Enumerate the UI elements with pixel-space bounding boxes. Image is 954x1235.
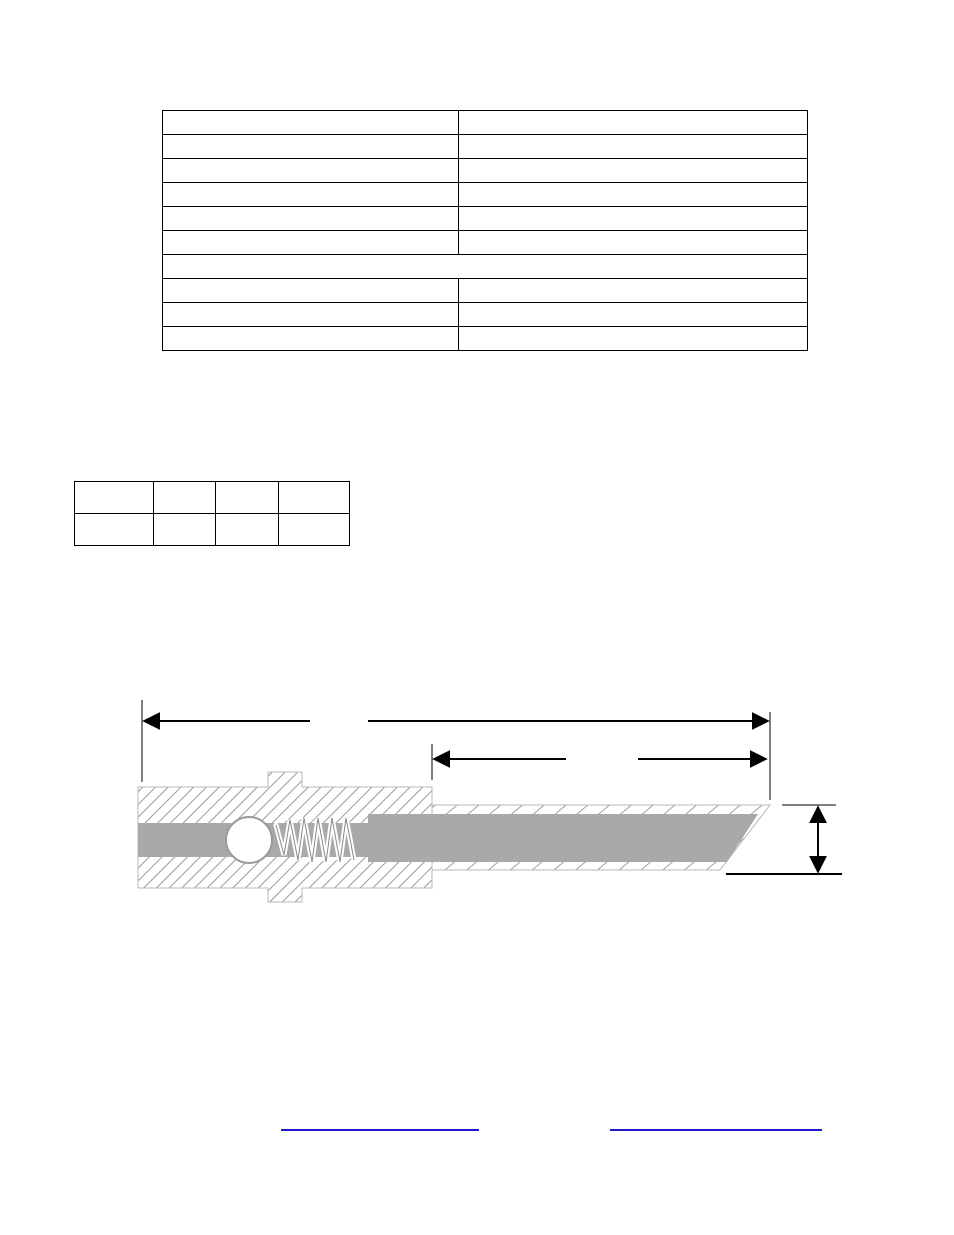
table-cell — [153, 482, 216, 514]
check-ball — [226, 817, 272, 863]
table-cell — [459, 183, 808, 207]
table-cell — [216, 482, 279, 514]
table-row — [163, 207, 808, 231]
table-cell — [279, 482, 350, 514]
spec-table — [162, 110, 808, 351]
table-cell — [459, 135, 808, 159]
table-row — [163, 255, 808, 279]
table-row — [163, 135, 808, 159]
table-cell — [163, 207, 459, 231]
table-row — [163, 279, 808, 303]
bore-tube — [368, 814, 758, 862]
table-cell — [75, 482, 154, 514]
table-cell — [163, 159, 459, 183]
table-cell — [163, 303, 459, 327]
table-cell — [163, 135, 459, 159]
table-row — [163, 303, 808, 327]
table-row — [163, 231, 808, 255]
table-cell — [216, 514, 279, 546]
table-cell — [279, 514, 350, 546]
table-section-cell — [163, 255, 808, 279]
table-cell — [75, 514, 154, 546]
size-table — [74, 481, 350, 546]
table-row — [75, 514, 350, 546]
table-cell — [459, 159, 808, 183]
table-cell — [163, 183, 459, 207]
table-cell — [163, 111, 459, 135]
footer-link-left[interactable] — [281, 1129, 479, 1131]
table-row — [163, 111, 808, 135]
nozzle-cross-section-drawing — [0, 680, 954, 920]
table-cell — [163, 327, 459, 351]
table-cell — [459, 327, 808, 351]
table-row — [163, 183, 808, 207]
table-row — [75, 482, 350, 514]
table-cell — [163, 231, 459, 255]
table-cell — [153, 514, 216, 546]
table-cell — [459, 303, 808, 327]
table-cell — [459, 111, 808, 135]
table-row — [163, 159, 808, 183]
table-cell — [459, 207, 808, 231]
table-cell — [459, 279, 808, 303]
table-cell — [459, 231, 808, 255]
table-cell — [163, 279, 459, 303]
footer-link-right[interactable] — [610, 1129, 822, 1131]
table-row — [163, 327, 808, 351]
